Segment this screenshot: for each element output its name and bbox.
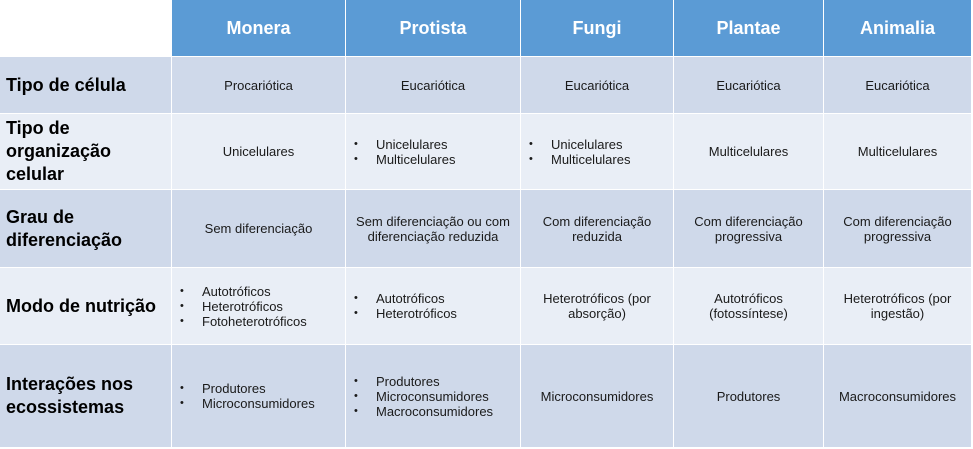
cell-nutricao-animalia: Heterotróficos (por ingestão): [824, 268, 972, 345]
header-row: [0, 0, 972, 57]
list-item: • Autotróficos: [178, 284, 341, 299]
row-modo-de-nutricao: [0, 268, 972, 345]
bullet-list: [350, 137, 516, 167]
column-header-fungi: Fungi: [521, 0, 674, 57]
cell-organizacao-fungi: [521, 114, 674, 190]
column-header-animalia: Animalia: [824, 0, 972, 57]
list-item: • Macroconsumidores: [352, 404, 516, 419]
list-item: • Heterotróficos: [178, 299, 341, 314]
bullet-list: [176, 284, 341, 329]
cell-nutricao-monera: [172, 268, 346, 345]
list-item: • Fotoheterotróficos: [178, 314, 341, 329]
cell-diferenciacao-protista: Sem diferenciação ou com diferenciação reduzida: [346, 190, 521, 268]
header-corner-cell: [0, 0, 172, 57]
cell-tipo-de-celula-animalia: Eucariótica: [824, 57, 972, 114]
cell-nutricao-plantae: Autotróficos (fotossíntese): [674, 268, 824, 345]
cell-interacoes-animalia: Macroconsumidores: [824, 345, 972, 448]
row-label-tipo-de-organizacao: Tipo de organização celular: [0, 114, 172, 190]
row-tipo-de-celula: [0, 57, 972, 114]
column-header-plantae: Plantae: [674, 0, 824, 57]
cell-tipo-de-celula-fungi: Eucariótica: [521, 57, 674, 114]
list-item: • Multicelulares: [527, 152, 669, 167]
cell-tipo-de-celula-protista: Eucariótica: [346, 57, 521, 114]
bullet-list: [525, 137, 669, 167]
cell-tipo-de-celula-plantae: Eucariótica: [674, 57, 824, 114]
list-item: • Autotróficos: [352, 291, 516, 306]
row-interacoes-nos-ecossistemas: [0, 345, 972, 448]
list-item: • Heterotróficos: [352, 306, 516, 321]
column-header-monera: Monera: [172, 0, 346, 57]
row-grau-de-diferenciacao: [0, 190, 972, 268]
cell-organizacao-animalia: Multicelulares: [824, 114, 972, 190]
cell-nutricao-fungi: Heterotróficos (por absorção): [521, 268, 674, 345]
cell-organizacao-protista: [346, 114, 521, 190]
column-header-protista: Protista: [346, 0, 521, 57]
cell-interacoes-monera: [172, 345, 346, 448]
row-label-tipo-de-celula: Tipo de célula: [0, 57, 172, 114]
list-item: • Microconsumidores: [352, 389, 516, 404]
cell-organizacao-monera: Unicelulares: [172, 114, 346, 190]
cell-interacoes-protista: [346, 345, 521, 448]
list-item: • Microconsumidores: [178, 396, 341, 411]
cell-interacoes-plantae: Produtores: [674, 345, 824, 448]
row-label-interacoes: Interações nos ecossistemas: [0, 345, 172, 448]
list-item: • Unicelulares: [352, 137, 516, 152]
cell-nutricao-protista: [346, 268, 521, 345]
bullet-list: [176, 381, 341, 411]
cell-diferenciacao-monera: Sem diferenciação: [172, 190, 346, 268]
list-item: • Produtores: [178, 381, 341, 396]
row-label-modo-de-nutricao: Modo de nutrição: [0, 268, 172, 345]
row-tipo-de-organizacao: [0, 114, 972, 190]
cell-organizacao-plantae: Multicelulares: [674, 114, 824, 190]
cell-tipo-de-celula-monera: Procariótica: [172, 57, 346, 114]
bullet-list: [350, 374, 516, 419]
list-item: • Multicelulares: [352, 152, 516, 167]
cell-interacoes-fungi: Microconsumidores: [521, 345, 674, 448]
cell-diferenciacao-animalia: Com diferenciação progressiva: [824, 190, 972, 268]
cell-diferenciacao-fungi: Com diferenciação reduzida: [521, 190, 674, 268]
list-item: • Produtores: [352, 374, 516, 389]
bullet-list: [350, 291, 516, 321]
row-label-grau-de-diferenciacao: Grau de diferenciação: [0, 190, 172, 268]
cell-diferenciacao-plantae: Com diferenciação progressiva: [674, 190, 824, 268]
list-item: • Unicelulares: [527, 137, 669, 152]
